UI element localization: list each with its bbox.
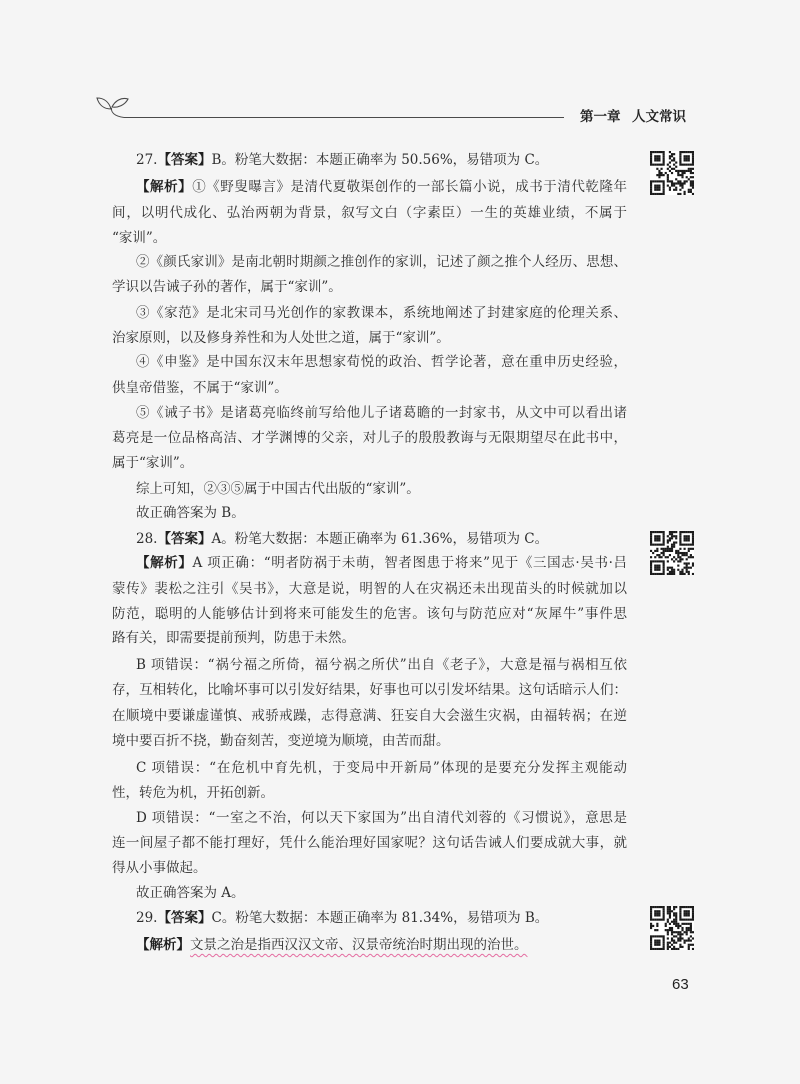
text-line: C 项错误：“在危机中育先机，于变局中开新局”体现的是要充分发挥主观能动 xyxy=(136,760,627,776)
analysis-line xyxy=(136,177,627,197)
analysis-line xyxy=(136,935,528,955)
text-line: “家训”。 xyxy=(112,230,167,246)
conclusion-line: 故正确答案为 B。 xyxy=(136,505,245,521)
chapter-title: 人文常识 xyxy=(632,109,686,124)
text-line: 治家原则，以及修身养性和为人处世之道，属于“家训”。 xyxy=(112,330,450,346)
text-line: B 项错误：“祸兮福之所倚，福兮祸之所伏”出自《老子》，大意是福与祸相互依 xyxy=(136,657,627,673)
text-line: ④《申鉴》是中国东汉末年思想家荀悦的政治、哲学论著，意在重申历史经验， xyxy=(136,354,627,370)
answer-label: 【答案】 xyxy=(157,910,212,926)
question-number: 29. xyxy=(136,910,158,926)
question-number: 27. xyxy=(136,152,158,168)
qr-code-icon xyxy=(650,151,694,195)
text-line: ②《颜氏家训》是南北朝时期颜之推创作的家训，记述了颜之推个人经历、思想、 xyxy=(136,254,627,270)
answer-text: A。粉笔大数据：本题正确率为 61.36%，易错项为 C。 xyxy=(211,531,549,547)
text-line: 葛亮是一位品格高洁、才学渊博的父亲，对儿子的殷殷教诲与无限期望尽在此书中， xyxy=(112,430,627,446)
text-line: ③《家范》是北宋司马光创作的家教课本，系统地阐述了封建家庭的伦理关系、 xyxy=(136,305,627,321)
text-line: 间，以明代成化、弘治两朝为背景，叙写文白（字素臣）一生的英雄业绩，不属于 xyxy=(112,205,627,221)
text-line: D 项错误：“一室之不治，何以天下家国为”出自清代刘蓉的《习惯说》，意思是 xyxy=(136,810,627,826)
text-line: 在顺境中要谦虚谨慎、戒骄戒躁，志得意满、狂妄自大会滋生灾祸，由福转祸；在逆 xyxy=(112,708,627,724)
text-line: 属于“家训”。 xyxy=(112,455,194,471)
text-line: 连一间屋子都不能打理好，凭什么能治理好国家呢？这句话告诫人们要成就大事，就 xyxy=(112,835,627,851)
answer-line xyxy=(136,150,548,170)
answer-line xyxy=(136,908,548,928)
text-line: 性，转危为机，开拓创新。 xyxy=(112,785,274,801)
text-line: 防范，聪明的人能够估计到将来可能发生的危害。该句与防范应对“灰犀牛”事件思 xyxy=(112,606,627,622)
analysis-text: A 项正确：“明者防祸于未萌，智者图患于将来”见于《三国志·吴书·吕 xyxy=(192,555,627,571)
analysis-label: 【解析】 xyxy=(136,937,190,953)
qr-code-icon xyxy=(650,531,694,575)
analysis-text: ①《野叟曝言》是清代夏敬渠创作的一部长篇小说，成书于清代乾隆年 xyxy=(192,179,628,195)
text-line: 学识以告诫子孙的著作，属于“家训”。 xyxy=(112,279,342,295)
analysis-line xyxy=(136,553,627,573)
text-line: 境中要百折不挠，勤奋刻苦，变逆境为顺境，由苦而甜。 xyxy=(112,733,450,749)
text-line: 综上可知，②③⑤属于中国古代出版的“家训”。 xyxy=(136,481,420,497)
answer-label: 【答案】 xyxy=(157,531,212,547)
conclusion-line: 故正确答案为 A。 xyxy=(136,885,245,901)
text-line: 路有关，即需要提前预判，防患于未然。 xyxy=(112,630,355,646)
analysis-label: 【解析】 xyxy=(136,555,193,571)
text-line: 蒙传》裴松之注引《吴书》，大意是说，明智的人在灾祸还未出现苗头的时候就加以 xyxy=(112,581,627,597)
text-line: ⑤《诫子书》是诸葛亮临终前写给他儿子诸葛瞻的一封家书，从文中可以看出诸 xyxy=(136,405,627,421)
sprout-icon xyxy=(94,90,130,120)
header-rule xyxy=(124,117,564,118)
answer-text: C。粉笔大数据：本题正确率为 81.34%，易错项为 B。 xyxy=(211,910,549,926)
answer-label: 【答案】 xyxy=(157,152,212,168)
highlighted-analysis-text: 文景之治是指西汉汉文帝、汉景帝统治时期出现的治世。 xyxy=(190,937,528,953)
page-number: 63 xyxy=(672,976,689,993)
chapter-number: 第一章 xyxy=(580,109,621,124)
qr-code-icon xyxy=(650,906,694,950)
question-number: 28. xyxy=(136,531,158,547)
text-line: 得从小事做起。 xyxy=(112,860,207,876)
answer-text: B。粉笔大数据：本题正确率为 50.56%，易错项为 C。 xyxy=(211,152,549,168)
analysis-label: 【解析】 xyxy=(136,179,193,195)
text-line: 存，互相转化，比喻坏事可以引发好结果，好事也可以引发坏结果。这句话暗示人们： xyxy=(112,682,627,698)
text-line: 供皇帝借鉴，不属于“家训”。 xyxy=(112,380,288,396)
answer-line xyxy=(136,529,548,549)
